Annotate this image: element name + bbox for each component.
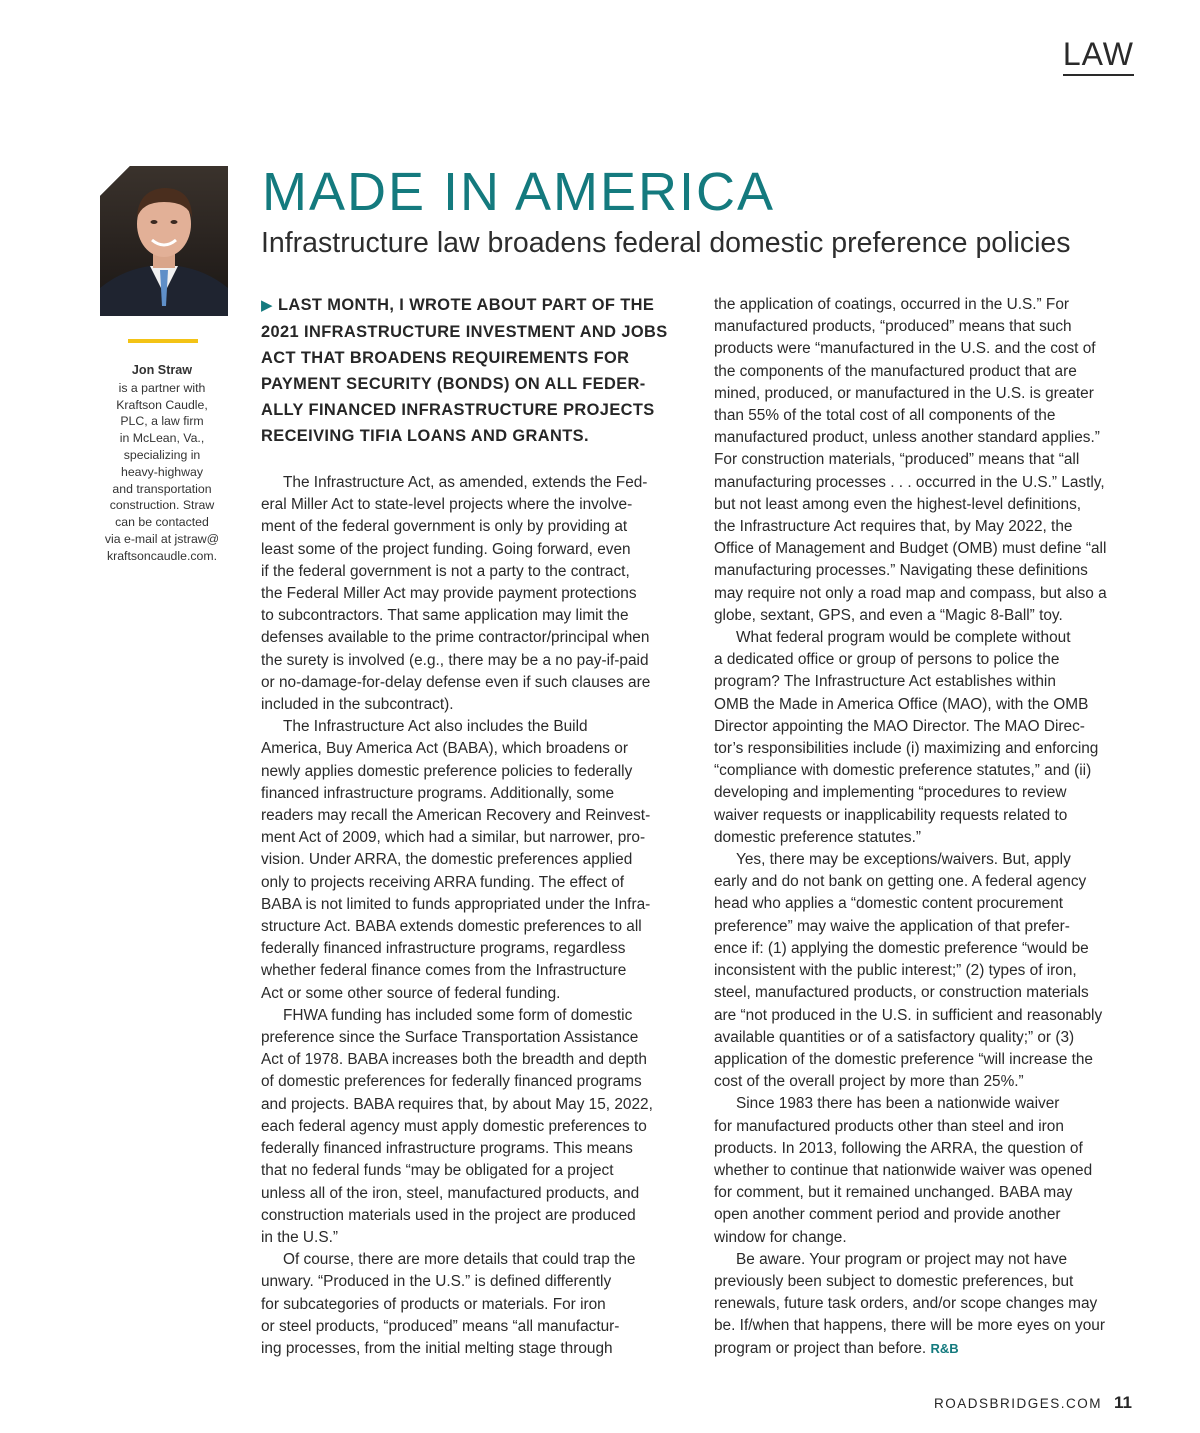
text-line: preference since the Surface Transportation Assistance: [261, 1029, 639, 1047]
text-line: Act of 1978. BABA increases both the breadth and depth: [261, 1051, 647, 1069]
text-line: unless all of the iron, steel, manufactured products, and: [261, 1184, 640, 1202]
text-line: defenses available to the prime contractor/principal when: [261, 629, 650, 647]
text-line: federally financed infrastructure programs, regardless: [261, 940, 626, 958]
text-line: may require not only a road map and compass, but also a: [714, 584, 1107, 602]
text-line: kraftsoncaudle.com.: [106, 548, 218, 563]
end-mark: R&B: [930, 1340, 959, 1356]
text-line: and projects. BABA requires that, by about May 15, 2022,: [261, 1095, 653, 1113]
text-line: via e-mail at jstraw@: [104, 531, 220, 546]
author-name: Jon Straw: [131, 363, 193, 377]
text-line: Since 1983 there has been a nationwide waiver: [736, 1095, 1060, 1113]
text-line: ALLY FINANCED INFRASTRUCTURE PROJECTS: [261, 401, 655, 419]
text-line: steel, manufactured products, or construction materials: [714, 984, 1089, 1002]
text-line: can be contacted: [115, 515, 209, 530]
text-line: ing processes, from the initial melting stage through: [261, 1339, 613, 1357]
text-line: for subcategories of products or materials. For iron: [261, 1295, 606, 1313]
text-line: “compliance with domestic preference statutes,” and (ii): [714, 762, 1092, 780]
text-line: are “not produced in the U.S. in sufficient and reasonably: [714, 1006, 1103, 1024]
text-line: federally financed infrastructure programs. This means: [261, 1140, 633, 1158]
text-line: construction materials used in the project are produced: [261, 1206, 636, 1224]
text-line: globe, sextant, GPS, and even a “Magic 8-Ball” toy.: [714, 606, 1063, 624]
body-column-left: [261, 472, 691, 1360]
text-line: that no federal funds “may be obligated for a project: [261, 1162, 614, 1180]
body-paragraph: [261, 716, 691, 1005]
text-line: waiver requests or inapplicability requests related to: [714, 806, 1068, 824]
body-paragraph: [714, 627, 1144, 849]
text-line: ment Act of 2009, which had a similar, but narrower, pro-: [261, 829, 646, 847]
text-line: whether federal finance comes from the Infrastructure: [261, 962, 627, 980]
text-line: program? The Infrastructure Act establishes within: [714, 673, 1056, 691]
text-line: Director appointing the MAO Director. The MAO Direc-: [714, 717, 1085, 735]
text-line: manufactured product, unless another standard applies.”: [714, 429, 1100, 447]
body-paragraph: [714, 294, 1144, 627]
text-line: preference” may waive the application of that prefer-: [714, 917, 1070, 935]
text-line: Kraftson Caudle,: [116, 397, 208, 412]
text-line: The Infrastructure Act, as amended, extends the Fed-: [283, 474, 648, 491]
page-number: 11: [1114, 1393, 1132, 1412]
text-line: What federal program would be complete without: [736, 629, 1071, 647]
text-line: be. If/when that happens, there will be more eyes on your: [714, 1317, 1105, 1335]
text-line: or steel products, “produced” means “all manufactur-: [261, 1317, 620, 1335]
text-line: structure Act. BABA extends domestic preferences to all: [261, 918, 642, 936]
body-paragraph: [714, 849, 1144, 1093]
text-line: to subcontractors. That same application may limit the: [261, 607, 629, 625]
section-label: LAW: [1063, 36, 1134, 76]
text-line: FHWA funding has included some form of domestic: [283, 1006, 633, 1024]
text-line: mined, produced, or manufactured in the U.S. is greater: [714, 384, 1094, 402]
text-line: of domestic preferences for federally financed programs: [261, 1073, 642, 1091]
text-line: RECEIVING TIFIA LOANS AND GRANTS.: [261, 427, 589, 445]
text-line: for manufactured products other than steel and iron: [714, 1117, 1064, 1135]
text-line: cost of the overall project by more than 25%.”: [714, 1073, 1024, 1091]
author-portrait-image: [100, 166, 228, 316]
text-line: Yes, there may be exceptions/waivers. But, apply: [736, 851, 1071, 869]
text-line: tor’s responsibilities include (i) maximizing and enforcing: [714, 740, 1099, 758]
text-line: least some of the project funding. Going forward, even: [261, 540, 631, 558]
body-paragraph: [261, 472, 691, 716]
text-line: previously been subject to domestic preferences, but: [714, 1272, 1074, 1290]
text-line: Act or some other source of federal funding.: [261, 984, 561, 1002]
author-bio: [98, 362, 226, 565]
text-line: vision. Under ARRA, the domestic preferences applied: [261, 851, 633, 869]
text-line: ACT THAT BROADENS REQUIREMENTS FOR: [261, 349, 630, 367]
text-line: the application of coatings, occurred in the U.S.” For: [714, 296, 1070, 313]
text-line: early and do not bank on getting one. A federal agency: [714, 873, 1087, 891]
body-paragraph: [261, 1005, 691, 1249]
text-line: ment of the federal government is only by providing at: [261, 518, 628, 536]
text-line: unwary. “Produced in the U.S.” is defined differently: [261, 1273, 612, 1291]
page-footer: [934, 1391, 1132, 1416]
text-line: America, Buy America Act (BABA), which broadens or: [261, 740, 628, 758]
text-line: manufacturing processes . . . occurred in the U.S.” Lastly,: [714, 473, 1105, 491]
text-line: is a partner with: [118, 380, 206, 395]
text-line: each federal agency must apply domestic preferences to: [261, 1117, 647, 1135]
text-line: the Federal Miller Act may provide payment protections: [261, 585, 637, 603]
text-line: developing and implementing “procedures to review: [714, 784, 1067, 802]
text-line: Office of Management and Budget (OMB) must define “all: [714, 540, 1107, 558]
body-paragraph: [714, 1249, 1144, 1360]
text-line: 2021 INFRASTRUCTURE INVESTMENT AND JOBS: [261, 323, 668, 341]
text-line: in McLean, Va.,: [119, 431, 205, 446]
text-line: LAST MONTH, I WROTE ABOUT PART OF THE: [277, 296, 655, 314]
author-bio-text: [98, 380, 226, 565]
text-line: Of course, there are more details that could trap the: [283, 1251, 636, 1269]
text-line: head who applies a “domestic content procurement: [714, 895, 1064, 913]
text-line: the surety is involved (e.g., there may be a no pay-if-paid: [261, 651, 649, 669]
gold-divider: [128, 339, 198, 343]
headline: MADE IN AMERICA: [262, 162, 776, 222]
text-line: readers may recall the American Recovery and Reinvest-: [261, 807, 651, 825]
text-line: The Infrastructure Act also includes the Build: [283, 718, 588, 736]
lead-paragraph: [261, 292, 691, 449]
footer-site: ROADSBRIDGES.COM: [933, 1396, 1103, 1411]
text-line: domestic preference statutes.”: [714, 828, 922, 846]
text-line: window for change.: [714, 1228, 847, 1246]
text-line: For construction materials, “produced” means that “all: [714, 451, 1080, 469]
text-line: a dedicated office or group of persons to police the: [714, 651, 1060, 669]
text-line: program or project than before.: [714, 1339, 927, 1357]
body-paragraph: [261, 1249, 691, 1360]
text-line: Be aware. Your program or project may not have: [736, 1250, 1068, 1268]
text-line: whether to continue that nationwide waiver was opened: [714, 1161, 1093, 1179]
text-line: construction. Straw: [109, 498, 215, 513]
text-line: products. In 2013, following the ARRA, the question of: [714, 1139, 1083, 1157]
text-line: financed infrastructure programs. Additionally, some: [261, 784, 615, 802]
text-line: OMB the Made in America Office (MAO), with the OMB: [714, 695, 1089, 713]
text-line: ence if: (1) applying the domestic preference “would be: [714, 939, 1089, 957]
text-line: BABA is not limited to funds appropriated under the Infra-: [261, 895, 651, 913]
text-line: only to projects receiving ARRA funding. The effect of: [261, 873, 625, 891]
text-line: but not least among even the highest-level definitions,: [714, 495, 1082, 513]
text-line: manufactured products, “produced” means that such: [714, 318, 1072, 336]
text-line: available quantities or of a satisfactory quality;” or (3): [714, 1028, 1075, 1046]
body-column-right: [714, 294, 1144, 1360]
text-line: the components of the manufactured product that are: [714, 362, 1077, 380]
text-line: in the U.S.”: [261, 1228, 338, 1246]
body-paragraph: [714, 1093, 1144, 1248]
text-line: for comment, but it remained unchanged. BABA may: [714, 1184, 1073, 1202]
author-photo: [100, 166, 228, 316]
text-line: newly applies domestic preference policies to federally: [261, 762, 633, 780]
text-line: than 55% of the total cost of all components of the: [714, 407, 1056, 425]
text-line: PAYMENT SECURITY (BONDS) ON ALL FEDER-: [261, 375, 646, 393]
text-line: specializing in: [123, 447, 201, 462]
text-line: and transportation: [112, 481, 212, 496]
subheadline: Infrastructure law broadens federal domestic preference policies: [261, 227, 1071, 259]
text-line: the Infrastructure Act requires that, by May 2022, the: [714, 518, 1073, 536]
text-line: inconsistent with the public interest;” (2) types of iron,: [714, 962, 1077, 980]
text-line: or no-damage-for-delay defense even if such clauses are: [261, 673, 651, 691]
text-line: manufacturing processes.” Navigating these definitions: [714, 562, 1088, 580]
triangle-bullet-icon: ▶: [261, 297, 273, 314]
text-line: application of the domestic preference “will increase the: [714, 1050, 1093, 1068]
text-line: included in the subcontract).: [261, 696, 454, 714]
text-line: renewals, future task orders, and/or scope changes may: [714, 1295, 1098, 1313]
text-line: if the federal government is not a party to the contract,: [261, 562, 630, 580]
text-line: products were “manufactured in the U.S. and the cost of: [714, 340, 1096, 358]
text-line: open another comment period and provide another: [714, 1206, 1061, 1224]
text-line: PLC, a law firm: [120, 414, 204, 429]
text-line: heavy-highway: [120, 464, 204, 479]
text-line: eral Miller Act to state-level projects where the involve-: [261, 496, 633, 514]
